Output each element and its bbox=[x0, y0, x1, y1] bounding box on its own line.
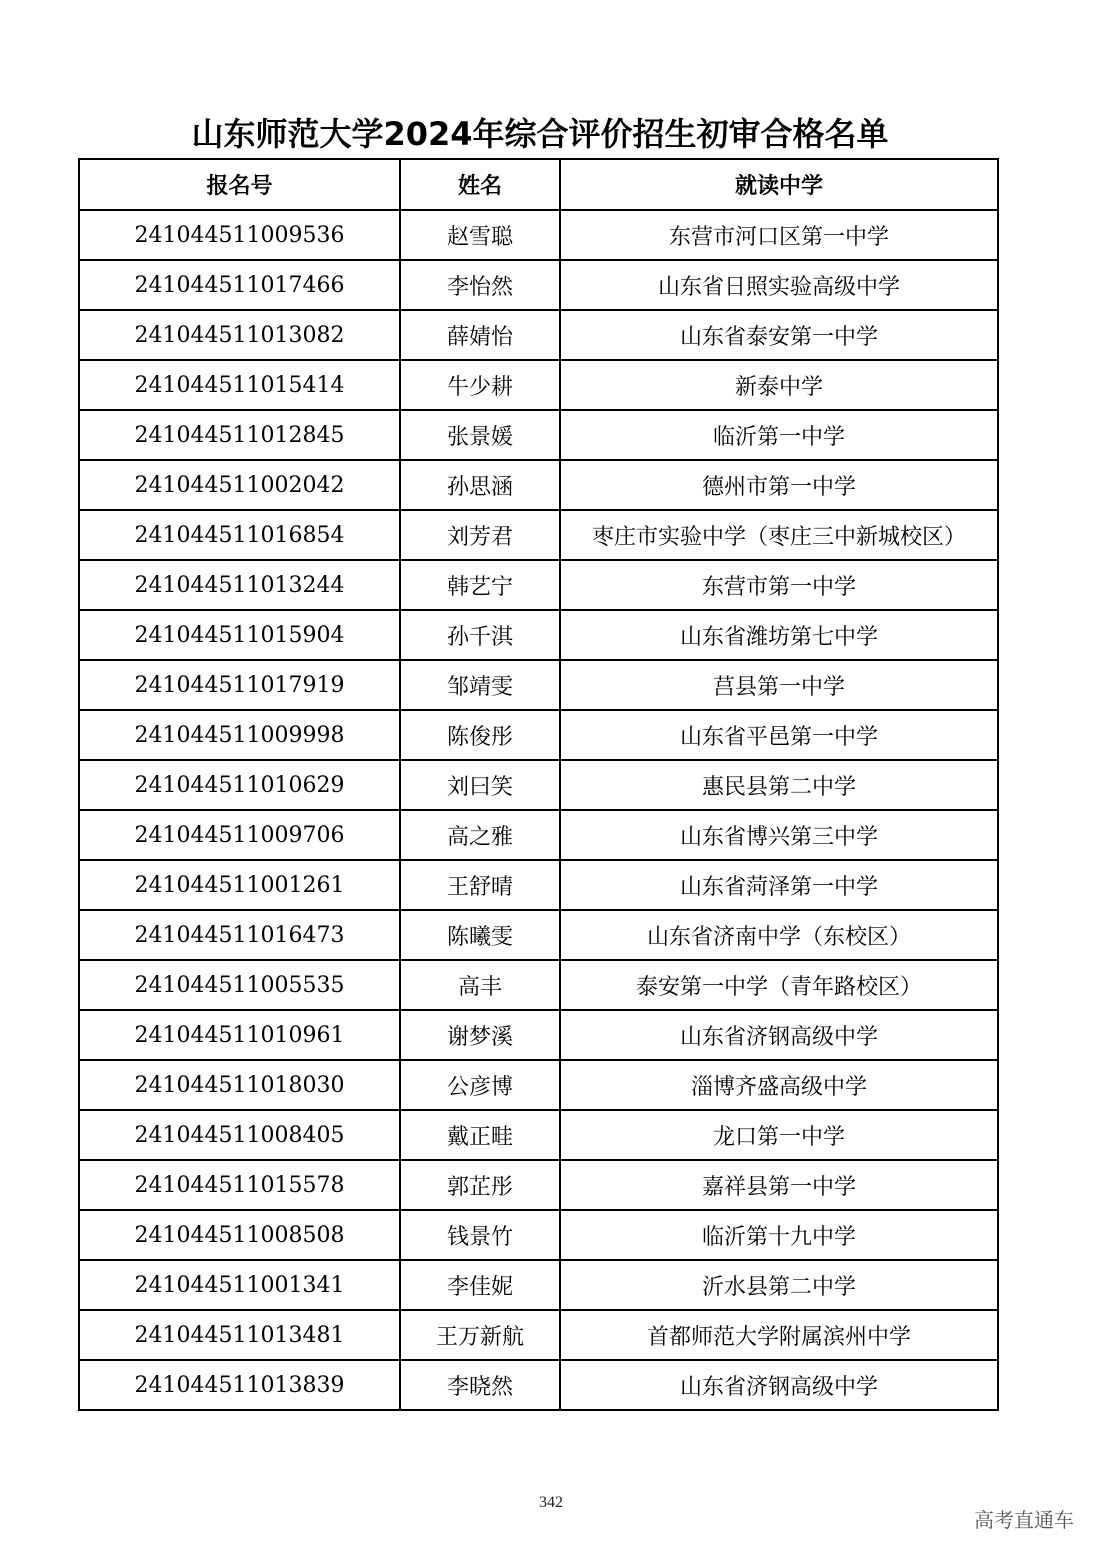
school-cell: 山东省济钢高级中学 bbox=[560, 1010, 998, 1060]
table-row bbox=[79, 410, 998, 460]
registration-number-cell: 241044511012845 bbox=[79, 410, 400, 460]
table-row bbox=[79, 1160, 998, 1210]
table-header-row bbox=[79, 159, 998, 210]
student-name-cell: 王万新航 bbox=[400, 1310, 560, 1360]
school-cell: 山东省菏泽第一中学 bbox=[560, 860, 998, 910]
registration-number-cell: 241044511017919 bbox=[79, 660, 400, 710]
school-cell: 临沂第一中学 bbox=[560, 410, 998, 460]
registration-number-cell: 241044511016854 bbox=[79, 510, 400, 560]
school-cell: 山东省济南中学（东校区） bbox=[560, 910, 998, 960]
student-name-cell: 王舒晴 bbox=[400, 860, 560, 910]
table-row bbox=[79, 1260, 998, 1310]
table-row bbox=[79, 1110, 998, 1160]
table-row bbox=[79, 960, 998, 1010]
school-cell: 山东省平邑第一中学 bbox=[560, 710, 998, 760]
table-row bbox=[79, 1010, 998, 1060]
student-name-cell: 邹靖雯 bbox=[400, 660, 560, 710]
table-row bbox=[79, 460, 998, 510]
table-row bbox=[79, 260, 998, 310]
table-row bbox=[79, 310, 998, 360]
school-cell: 枣庄市实验中学（枣庄三中新城校区） bbox=[560, 510, 998, 560]
registration-number-cell: 241044511010961 bbox=[79, 1010, 400, 1060]
school-cell: 惠民县第二中学 bbox=[560, 760, 998, 810]
table-body bbox=[79, 210, 998, 1410]
school-cell: 莒县第一中学 bbox=[560, 660, 998, 710]
school-cell: 山东省潍坊第七中学 bbox=[560, 610, 998, 660]
school-cell: 德州市第一中学 bbox=[560, 460, 998, 510]
registration-number-cell: 241044511017466 bbox=[79, 260, 400, 310]
registration-number-cell: 241044511002042 bbox=[79, 460, 400, 510]
student-name-cell: 公彦博 bbox=[400, 1060, 560, 1110]
student-name-cell: 高丰 bbox=[400, 960, 560, 1010]
table-row bbox=[79, 510, 998, 560]
student-name-cell: 戴正畦 bbox=[400, 1110, 560, 1160]
school-cell: 临沂第十九中学 bbox=[560, 1210, 998, 1260]
student-name-cell: 薛婧怡 bbox=[400, 310, 560, 360]
table-row bbox=[79, 1310, 998, 1360]
admission-list-table bbox=[78, 158, 999, 1411]
registration-number-cell: 241044511015904 bbox=[79, 610, 400, 660]
table-row bbox=[79, 1210, 998, 1260]
table-row bbox=[79, 1360, 998, 1410]
page-number: 342 bbox=[539, 1494, 563, 1511]
table-row bbox=[79, 360, 998, 410]
school-cell: 沂水县第二中学 bbox=[560, 1260, 998, 1310]
registration-number-cell: 241044511009998 bbox=[79, 710, 400, 760]
table-row bbox=[79, 760, 998, 810]
table-row bbox=[79, 660, 998, 710]
registration-number-cell: 241044511010629 bbox=[79, 760, 400, 810]
registration-number-cell: 241044511008508 bbox=[79, 1210, 400, 1260]
student-name-cell: 陈曦雯 bbox=[400, 910, 560, 960]
registration-number-cell: 241044511013481 bbox=[79, 1310, 400, 1360]
registration-number-cell: 241044511018030 bbox=[79, 1060, 400, 1110]
registration-number-cell: 241044511015414 bbox=[79, 360, 400, 410]
registration-number-cell: 241044511001341 bbox=[79, 1260, 400, 1310]
student-name-cell: 孙千淇 bbox=[400, 610, 560, 660]
student-name-cell: 谢梦溪 bbox=[400, 1010, 560, 1060]
student-name-cell: 刘芳君 bbox=[400, 510, 560, 560]
table-row bbox=[79, 1060, 998, 1110]
student-name-cell: 陈俊彤 bbox=[400, 710, 560, 760]
school-cell: 首都师范大学附属滨州中学 bbox=[560, 1310, 998, 1360]
registration-number-cell: 241044511015578 bbox=[79, 1160, 400, 1210]
registration-number-cell: 241044511009536 bbox=[79, 210, 400, 260]
registration-number-cell: 241044511013082 bbox=[79, 310, 400, 360]
student-name-cell: 刘曰笑 bbox=[400, 760, 560, 810]
header-school: 就读中学 bbox=[560, 159, 998, 210]
school-cell: 泰安第一中学（青年路校区） bbox=[560, 960, 998, 1010]
student-name-cell: 钱景竹 bbox=[400, 1210, 560, 1260]
student-name-cell: 赵雪聪 bbox=[400, 210, 560, 260]
student-name-cell: 李佳妮 bbox=[400, 1260, 560, 1310]
table-row bbox=[79, 610, 998, 660]
table-row bbox=[79, 810, 998, 860]
student-name-cell: 张景媛 bbox=[400, 410, 560, 460]
school-cell: 山东省济钢高级中学 bbox=[560, 1360, 998, 1410]
table-row bbox=[79, 710, 998, 760]
table-row bbox=[79, 210, 998, 260]
table-row bbox=[79, 560, 998, 610]
school-cell: 山东省日照实验高级中学 bbox=[560, 260, 998, 310]
school-cell: 嘉祥县第一中学 bbox=[560, 1160, 998, 1210]
student-name-cell: 李怡然 bbox=[400, 260, 560, 310]
school-cell: 东营市河口区第一中学 bbox=[560, 210, 998, 260]
watermark: 高考直通车 bbox=[974, 1508, 1074, 1532]
school-cell: 龙口第一中学 bbox=[560, 1110, 998, 1160]
registration-number-cell: 241044511016473 bbox=[79, 910, 400, 960]
school-cell: 山东省泰安第一中学 bbox=[560, 310, 998, 360]
student-name-cell: 韩艺宁 bbox=[400, 560, 560, 610]
student-name-cell: 孙思涵 bbox=[400, 460, 560, 510]
table-row bbox=[79, 860, 998, 910]
registration-number-cell: 241044511009706 bbox=[79, 810, 400, 860]
header-name: 姓名 bbox=[400, 159, 560, 210]
school-cell: 淄博齐盛高级中学 bbox=[560, 1060, 998, 1110]
student-name-cell: 郭芷彤 bbox=[400, 1160, 560, 1210]
school-cell: 山东省博兴第三中学 bbox=[560, 810, 998, 860]
header-registration-number: 报名号 bbox=[79, 159, 400, 210]
registration-number-cell: 241044511005535 bbox=[79, 960, 400, 1010]
document-title: 山东师范大学2024年综合评价招生初审合格名单 bbox=[191, 115, 889, 153]
school-cell: 东营市第一中学 bbox=[560, 560, 998, 610]
registration-number-cell: 241044511013839 bbox=[79, 1360, 400, 1410]
table-row bbox=[79, 910, 998, 960]
registration-number-cell: 241044511001261 bbox=[79, 860, 400, 910]
student-name-cell: 牛少耕 bbox=[400, 360, 560, 410]
student-name-cell: 高之雅 bbox=[400, 810, 560, 860]
student-name-cell: 李晓然 bbox=[400, 1360, 560, 1410]
registration-number-cell: 241044511013244 bbox=[79, 560, 400, 610]
registration-number-cell: 241044511008405 bbox=[79, 1110, 400, 1160]
school-cell: 新泰中学 bbox=[560, 360, 998, 410]
